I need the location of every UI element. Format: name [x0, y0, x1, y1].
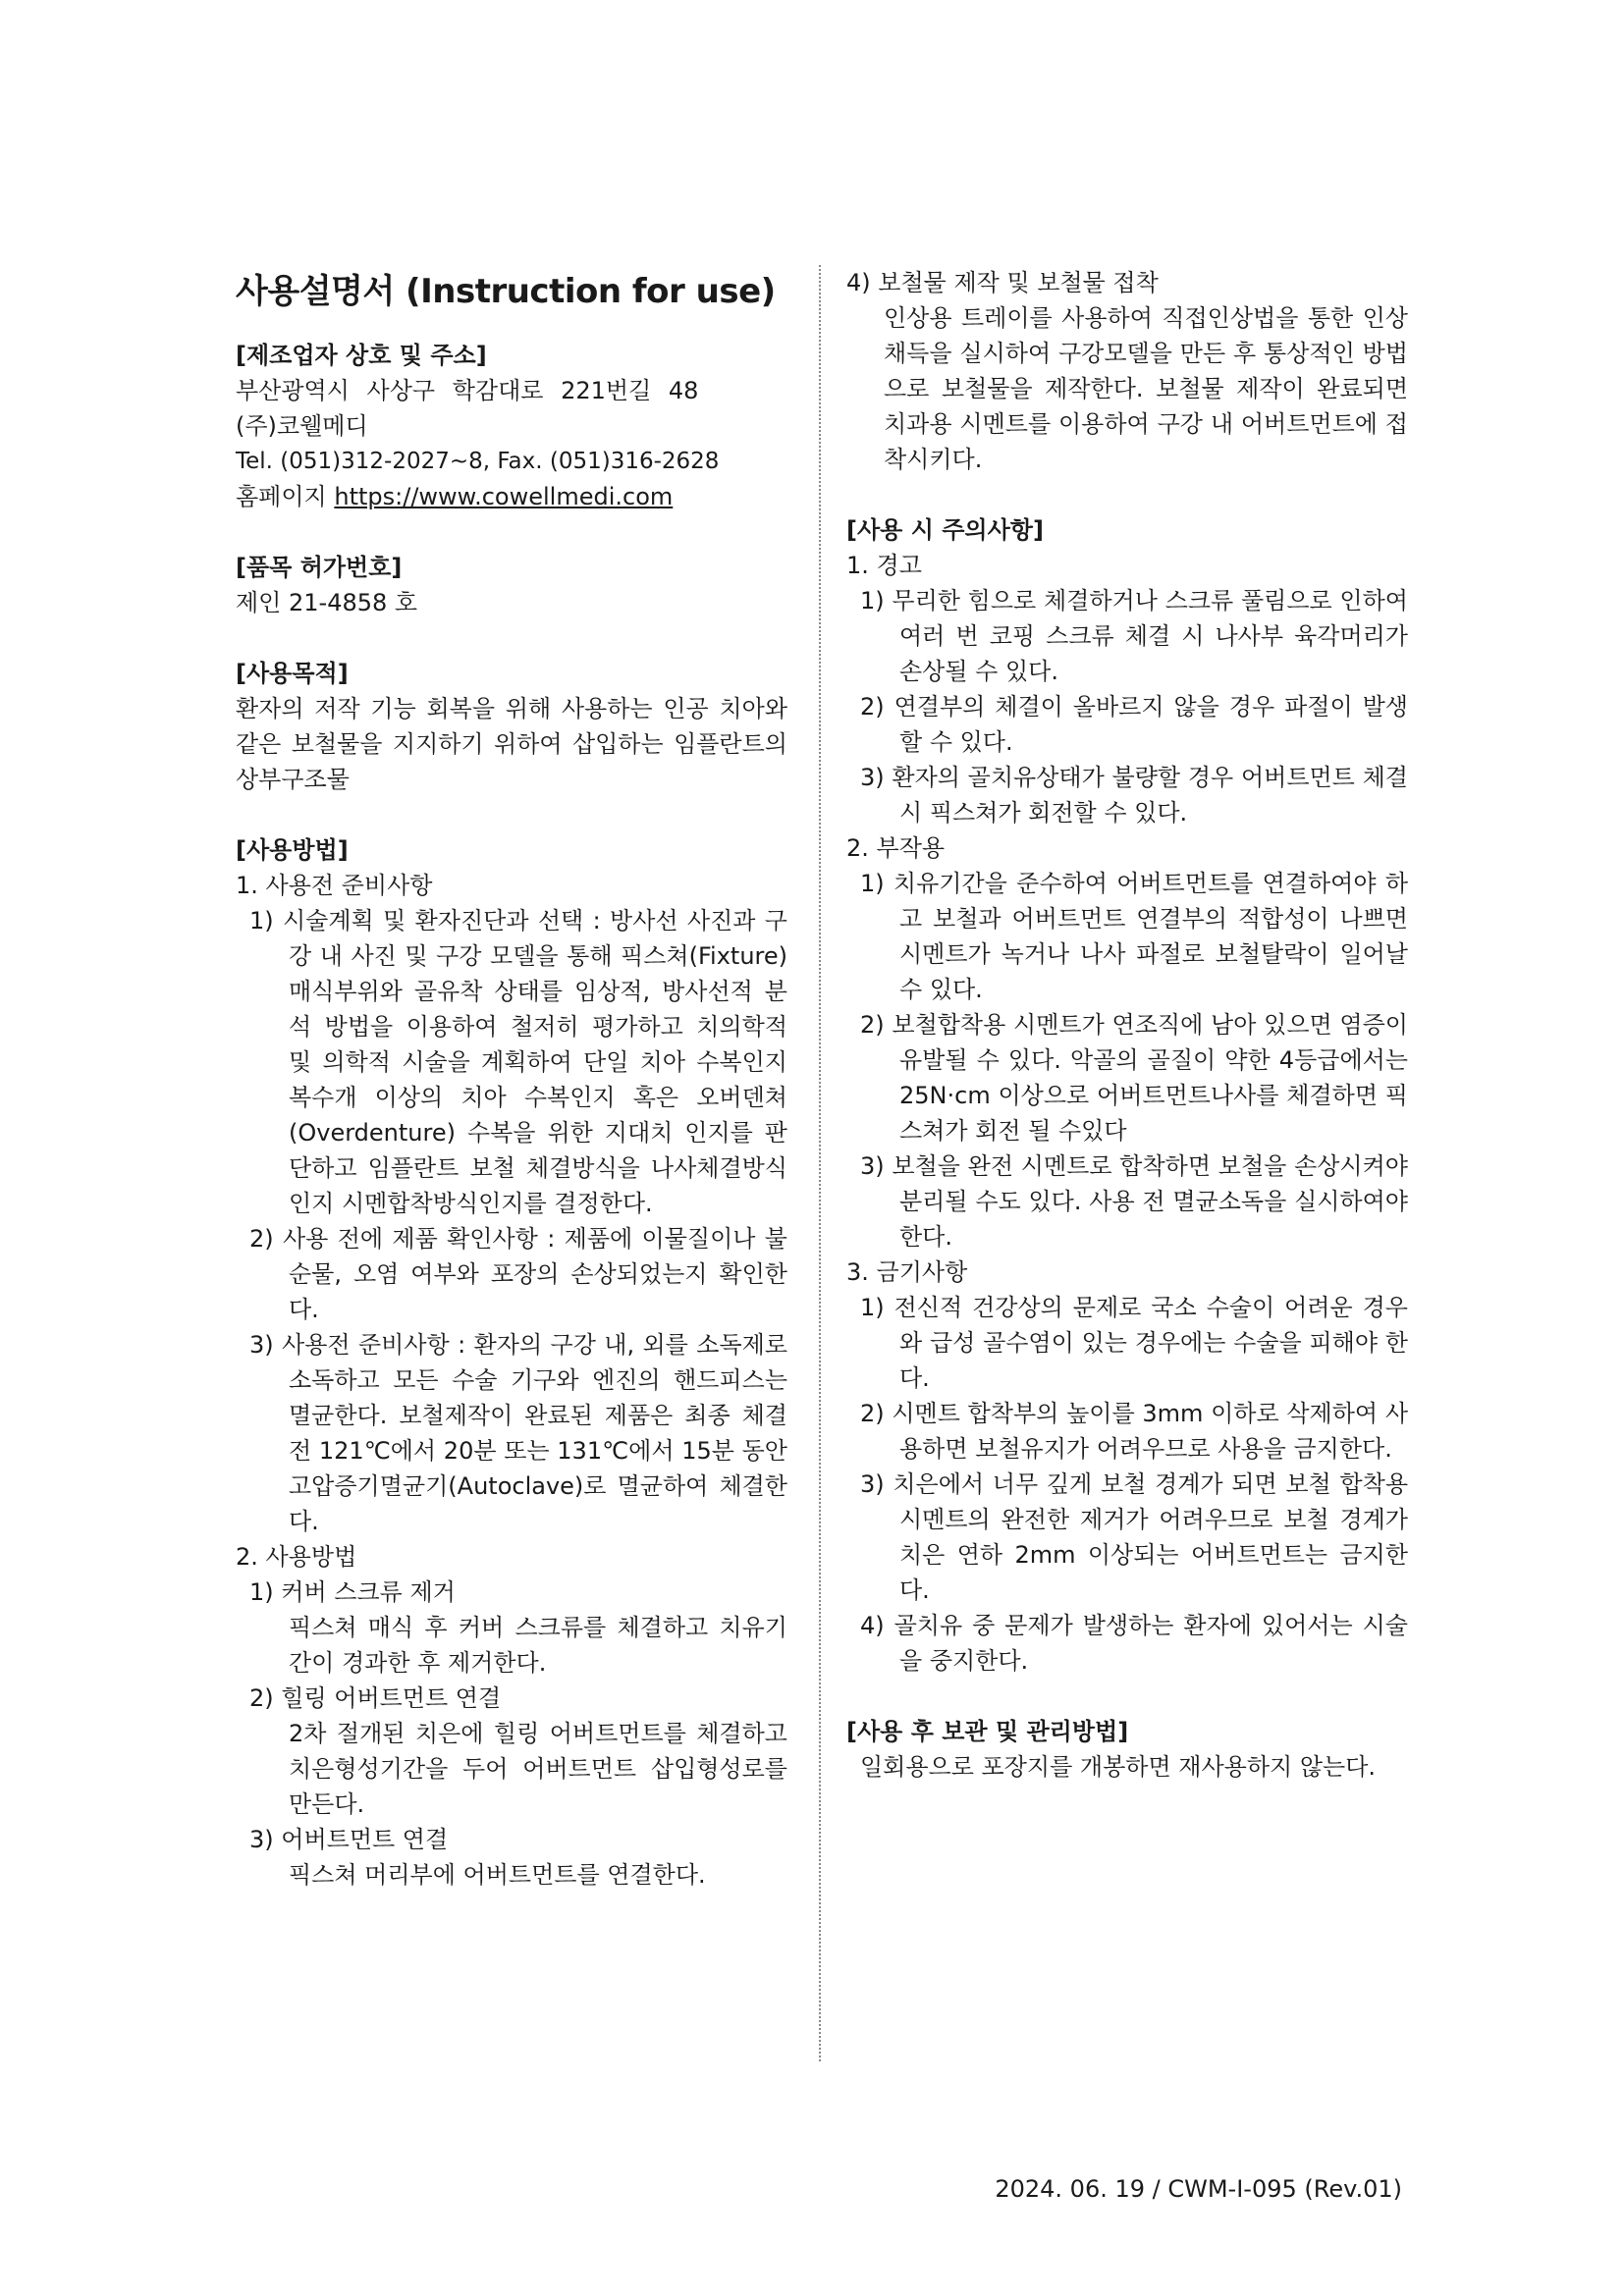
- use-step-body: 2차 절개된 치은에 힐링 어버트먼트를 체결하고 치은형성기간을 두어 어버트먼트 삽입형성로를 만든다.: [289, 1720, 787, 1818]
- storage-heading: [사용 후 보관 및 관리방법]: [846, 1718, 1129, 1745]
- prep-item: 2) 사용 전에 제품 확인사항 : 제품에 이물질이나 불순물, 오염 여부와 포장의 손상되었는지 확인한다.: [249, 1225, 787, 1323]
- license-heading: [품목 허가번호]: [236, 554, 403, 581]
- manufacturer-heading: [제조업자 상호 및 주소]: [236, 342, 487, 369]
- side-effect-item: 2) 보철합착용 시멘트가 연조직에 남아 있으면 염증이 유발될 수 있다. 악골의 골질이 약한 4등급에서는 25N·cm 이상으로 어버트먼트나사를 체결하면 픽스쳐가 회전 될 수있다: [860, 1011, 1408, 1145]
- warning-item: 1) 무리한 힘으로 체결하거나 스크류 풀림으로 인하여 여러 번 코핑 스크류 체결 시 나사부 육각머리가 손상될 수 있다.: [860, 587, 1408, 685]
- side-effects-title: 2. 부작용: [846, 834, 946, 862]
- prep-item: 1) 시술계획 및 환자진단과 선택 : 방사선 사진과 구강 내 사진 및 구강 모델을 통해 픽스쳐(Fixture) 매식부위와 골유착 상태를 임상적, 방사선적 분석 방법을 이용하여 철저히 평가하고 치의학적 및 의학적 시술을 계획하여 단일 치아 수복인지 복수개 이상의 치아 수복인지 혹은 오버덴쳐(Overdenture) 수복을 위한 지대치 인지를 판단하고 임플란트 보철 체결방식을 나사체결방식인지 시멘합착방식인지를 결정한다.: [249, 907, 787, 1217]
- use-step-title: 3) 어버트먼트 연결: [249, 1826, 449, 1853]
- license-number: 제인 21-4858 호: [236, 589, 418, 616]
- prep-title: 1. 사용전 준비사항: [236, 872, 433, 899]
- contraindications-title: 3. 금기사항: [846, 1258, 968, 1286]
- contraindication-item: 2) 시멘트 합착부의 높이를 3mm 이하로 삭제하여 사용하면 보철유지가 어려우므로 사용을 금지한다.: [860, 1400, 1408, 1463]
- contraindication-item: 3) 치은에서 너무 깊게 보철 경계가 되면 보철 합착용 시멘트의 완전한 제거가 어려우므로 보철 경계가 치은 연하 2mm 이상되는 어버트먼트는 금지한다.: [860, 1470, 1408, 1604]
- use-step-body: 픽스쳐 매식 후 커버 스크류를 체결하고 치유기간이 경과한 후 제거한다.: [289, 1614, 787, 1677]
- right-column: [846, 265, 1408, 1785]
- side-effect-item: 1) 치유기간을 준수하여 어버트먼트를 연결하여야 하고 보철과 어버트먼트 연결부의 적합성이 나쁘면 시멘트가 녹거나 나사 파절로 보철탈락이 일어날 수 있다.: [860, 870, 1408, 1003]
- document-title: 사용설명서 (Instruction for use): [236, 272, 776, 311]
- manufacturer-phone: Tel. (051)312-2027~8, Fax. (051)316-2628: [236, 449, 720, 474]
- side-effect-item: 3) 보철을 완전 시멘트로 합착하면 보철을 손상시켜야 분리될 수도 있다. 사용 전 멸균소독을 실시하여야 한다.: [860, 1152, 1408, 1251]
- warning-item: 2) 연결부의 체결이 올바르지 않을 경우 파절이 발생할 수 있다.: [860, 693, 1408, 756]
- storage-text: 일회용으로 포장지를 개봉하면 재사용하지 않는다.: [860, 1753, 1377, 1781]
- purpose-text: 환자의 저작 기능 회복을 위해 사용하는 인공 치아와 같은 보철물을 지지하기 위하여 삽입하는 임플란트의 상부구조물: [236, 695, 787, 793]
- homepage-link[interactable]: https://www.cowellmedi.com: [334, 483, 674, 510]
- column-divider: [819, 265, 821, 2061]
- method-heading: [사용방법]: [236, 836, 349, 864]
- document-footer: 2024. 06. 19 / CWM-I-095 (Rev.01): [995, 2175, 1402, 2203]
- use-step-body: 픽스쳐 머리부에 어버트먼트를 연결한다.: [289, 1861, 706, 1889]
- contraindication-item: 1) 전신적 건강상의 문제로 국소 수술이 어려운 경우와 급성 골수염이 있는 경우에는 수술을 피해야 한다.: [860, 1294, 1408, 1392]
- cautions-heading: [사용 시 주의사항]: [846, 516, 1044, 544]
- use-step-title: 4) 보철물 제작 및 보철물 접착: [846, 269, 1159, 296]
- manufacturer-homepage: [236, 479, 787, 514]
- prep-item: 3) 사용전 준비사항 : 환자의 구강 내, 외를 소독제로 소독하고 모든 수술 기구와 엔진의 핸드피스는 멸균한다. 보철제작이 완료된 제품은 최종 체결 전 121℃에서 20분 또는 131℃에서 15분 동안 고압증기멸균기(Autoclave)로 멸균하여 체결한다.: [249, 1331, 787, 1535]
- use-step-title: 2) 힐링 어버트먼트 연결: [249, 1684, 502, 1712]
- homepage-label: 홈페이지: [236, 483, 327, 510]
- manufacturer-company: (주)코웰메디: [236, 412, 368, 440]
- left-column: [236, 265, 787, 1893]
- warning-title: 1. 경고: [846, 552, 922, 579]
- purpose-heading: [사용목적]: [236, 660, 349, 687]
- contraindication-item: 4) 골치유 중 문제가 발생하는 환자에 있어서는 시술을 중지한다.: [860, 1612, 1408, 1675]
- use-step-title: 1) 커버 스크류 제거: [249, 1578, 456, 1606]
- use-title: 2. 사용방법: [236, 1543, 357, 1571]
- warning-item: 3) 환자의 골치유상태가 불량할 경우 어버트먼트 체결 시 픽스쳐가 회전할 수 있다.: [860, 764, 1408, 827]
- use-step-body: 인상용 트레이를 사용하여 직접인상법을 통한 인상채득을 실시하여 구강모델을 만든 후 통상적인 방법으로 보철물을 제작한다. 보철물 제작이 완료되면 치과용 시멘트를 이용하여 구강 내 어버트먼트에 접착시키다.: [884, 304, 1408, 473]
- manufacturer-address: 부산광역시 사상구 학감대로 221번길 48: [236, 377, 699, 404]
